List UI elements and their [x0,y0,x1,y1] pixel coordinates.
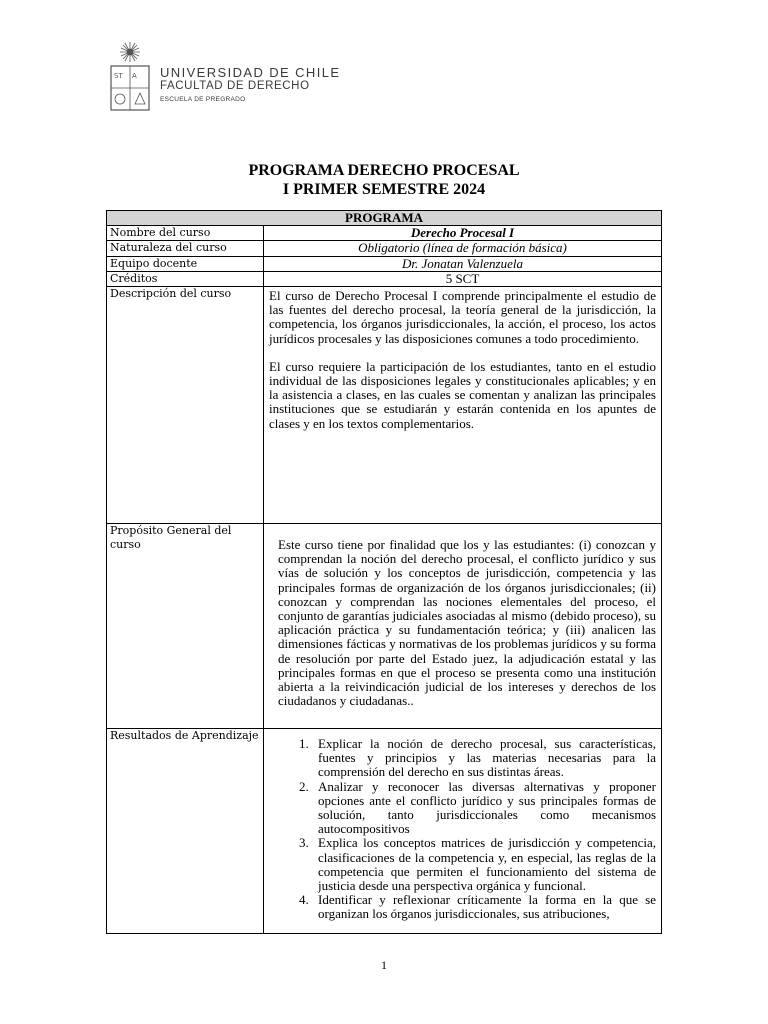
svg-text:ST: ST [114,72,123,80]
teaching-team-value: Dr. Jonatan Valenzuela [264,256,662,271]
description-paragraph-1: El curso de Derecho Procesal I comprende principalmente el estudio de las fuentes del derecho procesal, la teoría general de la jurisdicción, la competencia, los órganos jurisdiccionales, la acción, el proceso, los actos jurídicos procesales y las disposiciones comunes a todo procedimiento. [269,288,656,346]
course-name-value: Derecho Procesal I [264,226,662,241]
learning-outcomes-label: Resultados de Aprendizaje [107,729,264,934]
learning-outcomes-list [274,737,656,922]
document-title-line2: I PRIMER SEMESTRE 2024 [282,181,486,198]
table-row [107,256,662,271]
purpose-cell [264,524,662,729]
list-item: 2. Analizar y reconocer las diversas alternativas y proponer opciones ante el conflicto jurídico y sus principales formas de solución, tanto jurisdiccionales como mecanismos autocompositivos [312,780,656,837]
university-logo [108,40,368,112]
university-name: UNIVERSIDAD DE CHILE [160,65,341,80]
table-row [107,226,662,241]
program-table [106,210,662,934]
table-row [107,271,662,286]
table-row [107,241,662,256]
description-cell [264,287,662,524]
table-row [107,524,662,729]
university-crest-icon [108,40,152,112]
learning-outcomes-cell [264,729,662,934]
page-number: 1 [381,958,387,972]
list-item: 3. Explica los conceptos matrices de jurisdicción y competencia, clasificaciones de la competencia y, en especial, las reglas de la competencia que permiten el funcionamiento del sistema de justicia desde una perspectiva orgánica y funcional. [312,836,656,893]
table-row [107,287,662,524]
teaching-team-label: Equipo docente [107,256,264,271]
school-name: ESCUELA DE PREGRADO [160,96,246,103]
credits-value: 5 SCT [264,271,662,286]
table-row [107,729,662,934]
document-title-line1: PROGRAMA DERECHO PROCESAL [248,162,520,179]
course-name-label: Nombre del curso [107,226,264,241]
purpose-text: Este curso tiene por finalidad que los y las estudiantes: (i) conozcan y comprendan la noción del derecho procesal, el conflicto jurídico y sus vías de solución y los conceptos de jurisdicción, competencia y las principales formas de organización de los órganos jurisdiccionales; (ii) conozcan y comprendan las nociones elementales del proceso, el conjunto de garantías judiciales asociadas al mismo (debido proceso), su aplicación práctica y su fundamentación teórica; y (iii) analicen las dimensiones fácticas y normativas de los problemas jurídicos y su forma de resolución por parte del Estado juez, la adjudicación estatal y las principales formas en que el proceso se presenta como una institución abierta a la reivindicación judicial de los intereses y derechos de los ciudadanos y ciudadanas.. [278,537,656,709]
course-nature-value: Obligatorio (línea de formación básica) [264,241,662,256]
program-header: PROGRAMA [107,211,662,226]
credits-label: Créditos [107,271,264,286]
description-paragraph-2: El curso requiere la participación de los estudiantes, tanto en el estudio individual de las disposiciones legales y constitucionales aplicables; y en la asistencia a clases, en las cuales se comentan y analizan las principales instituciones que se estudiarán y estarán contenida en los apuntes de clases y en los textos complementarios. [269,358,656,431]
purpose-label: Propósito General del curso [107,524,264,729]
course-nature-label: Naturaleza del curso [107,241,264,256]
svg-text:A: A [132,72,137,80]
description-label: Descripción del curso [107,287,264,524]
faculty-name: FACULTAD DE DERECHO [160,80,310,92]
list-item: 1. Explicar la noción de derecho procesal, sus características, fuentes y principios y las materias necesarias para la comprensión del derecho en sus distintas áreas. [312,737,656,780]
list-item: 4. Identificar y reflexionar críticamente la forma en la que se organizan los órganos jurisdiccionales, sus atribuciones, [312,893,656,921]
